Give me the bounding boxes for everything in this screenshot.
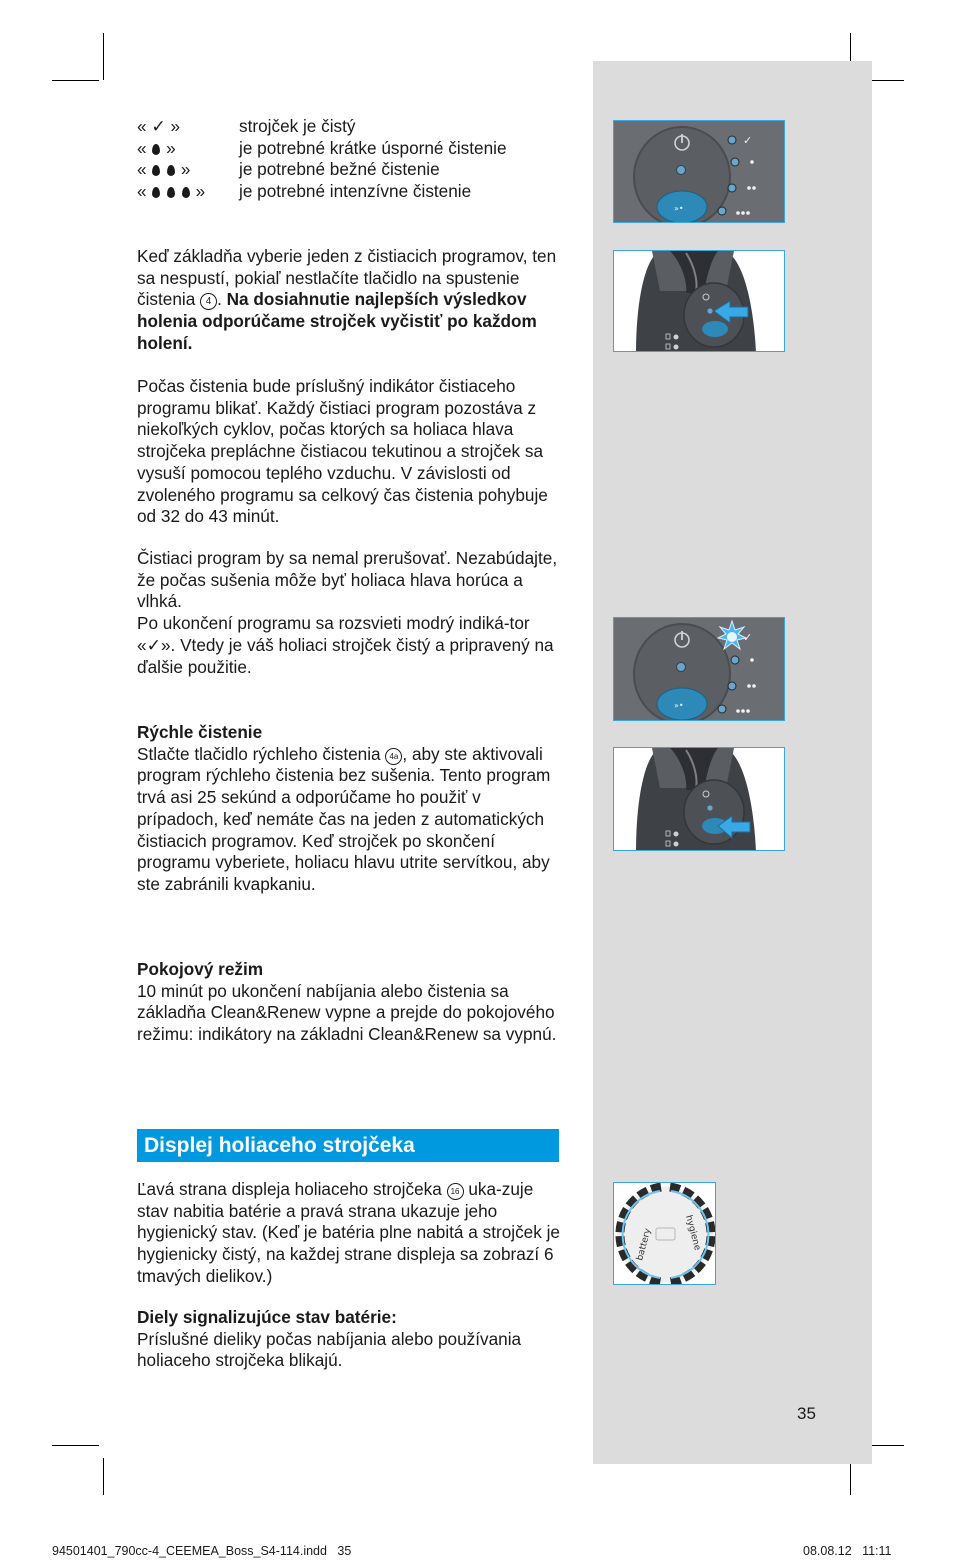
crop-mark (103, 33, 104, 80)
drop-icon (152, 165, 160, 176)
check-icon: ✓ (146, 634, 161, 655)
battery-label: battery (635, 1227, 654, 1262)
reference-number: 4 (200, 293, 217, 310)
section-title: Displej holiaceho strojčeka (137, 1129, 559, 1162)
drop-icon (167, 165, 175, 176)
section-quick-cleaning: Rýchle čistenie Stlačte tlačidlo rýchleho čistenia 4a , aby ste aktivovali program rýchleho čistenia bez sušenia. Tento program trvá asi 25 sekúnd a odporúčame ho použiť v prípadoch, keď nemáte čas na jeden z automatických čistiacich programov. Keď strojček po skončení programu vyberiete, holiacu hlavu utrite servítkou, aby ste zabránili kvapkaniu. (137, 722, 562, 896)
check-icon: ✓ (151, 116, 166, 136)
indicator-legend (137, 116, 507, 202)
crop-mark (103, 1458, 104, 1495)
footer-date: 08.08.12 11:11 (803, 1544, 892, 1558)
figure-press-start-button (613, 250, 785, 352)
legend-row: « ✓ » strojček je čistý (137, 116, 356, 136)
svg-text:»•: »• (674, 204, 684, 213)
figure-shaver-display (613, 1182, 716, 1285)
paragraph-program-end: Čistiaci program by sa nemal prerušovať. Nezabúdajte, že počas sušenia môže byť holiaca hlava horúca a vlhká. Po ukončení programu sa rozsvieti modrý indiká-tor «✓». Vtedy je váš holiaci strojček čistý a pripravený na ďalšie použitie. (137, 548, 558, 677)
legend-text: je potrebné bežné čistenie (239, 159, 440, 180)
legend-row: « » je potrebné bežné čistenie (137, 159, 440, 180)
legend-row: « » je potrebné krátke úsporné čistenie (137, 137, 507, 158)
figure-indicator-panel-clean (613, 617, 785, 721)
drop-icon (152, 187, 160, 198)
section-standby: Pokojový režim 10 minút po ukončení nabíjania alebo čistenia sa základňa Clean&Renew vypne a prejde do pokojového režimu: indikátory na základni Clean&Renew sa vypnú. (137, 959, 562, 1046)
subheading: Rýchle čistenie (137, 722, 263, 742)
paragraph-shaver-display: Ľavá strana displeja holiaceho strojčeka 16 uka-zuje stav nabitia batérie a pravá strana ukazuje jeho hygienický stav. (Keď je batéria plne nabitá a strojček je hygienicky čistý, na každej strane displeja sa zobrazí 6 tmavých dielikov.) (137, 1179, 560, 1286)
crop-mark (52, 80, 99, 81)
legend-text: je potrebné intenzívne čistenie (239, 180, 472, 201)
subheading: Diely signalizujúce stav batérie: (137, 1307, 397, 1327)
reference-number: 4a (385, 748, 402, 765)
svg-text:✓: ✓ (743, 631, 753, 644)
hygiene-label: hygiene (683, 1214, 703, 1252)
figure-indicator-panel (613, 120, 785, 223)
page-number: 35 (797, 1404, 816, 1423)
subheading: Pokojový režim (137, 959, 264, 979)
footer-file-info: 94501401_790cc-4_CEEMEA_Boss_S4-114.indd 35 (52, 1544, 352, 1558)
figure-press-quick-clean-button (613, 747, 785, 851)
drop-icon (167, 187, 175, 198)
svg-text:»•: »• (674, 701, 684, 710)
drop-icon (152, 144, 160, 155)
paragraph-cleaning-process: Počas čistenia bude príslušný indikátor čistiaceho programu blikať. Každý čistiaci program pozostáva z niekoľkých cyklov, počas ktorých sa holiaca hlava strojčeka prepláchne čistiacou tekutinou a strojček sa vysuší pomocou teplého vzduchu. V závislosti od zvoleného programu sa celkový čas čistenia pohybuje od 32 do 43 minút. (137, 376, 548, 527)
reference-number: 16 (447, 1183, 464, 1200)
legend-text: strojček je čistý (239, 116, 356, 136)
legend-row: « » je potrebné intenzívne čistenie (137, 180, 472, 201)
svg-text:✓: ✓ (743, 134, 753, 147)
legend-text: je potrebné krátke úsporné čistenie (239, 137, 507, 158)
drop-icon (182, 187, 190, 198)
paragraph-program-start: Keď základňa vyberie jeden z čistiacich programov, ten sa nespustí, pokiaľ nestlačíte tlačidlo na spustenie čistenia 4 . Na dosiahnutie najlepších výsledkov holenia odporúčame strojček vyčistiť po každom holení. (137, 246, 557, 353)
crop-mark (52, 1445, 99, 1446)
section-battery-segments: Diely signalizujúce stav batérie: Príslušné dieliky počas nabíjania alebo používania holiaceho strojčeka blikajú. (137, 1307, 562, 1372)
